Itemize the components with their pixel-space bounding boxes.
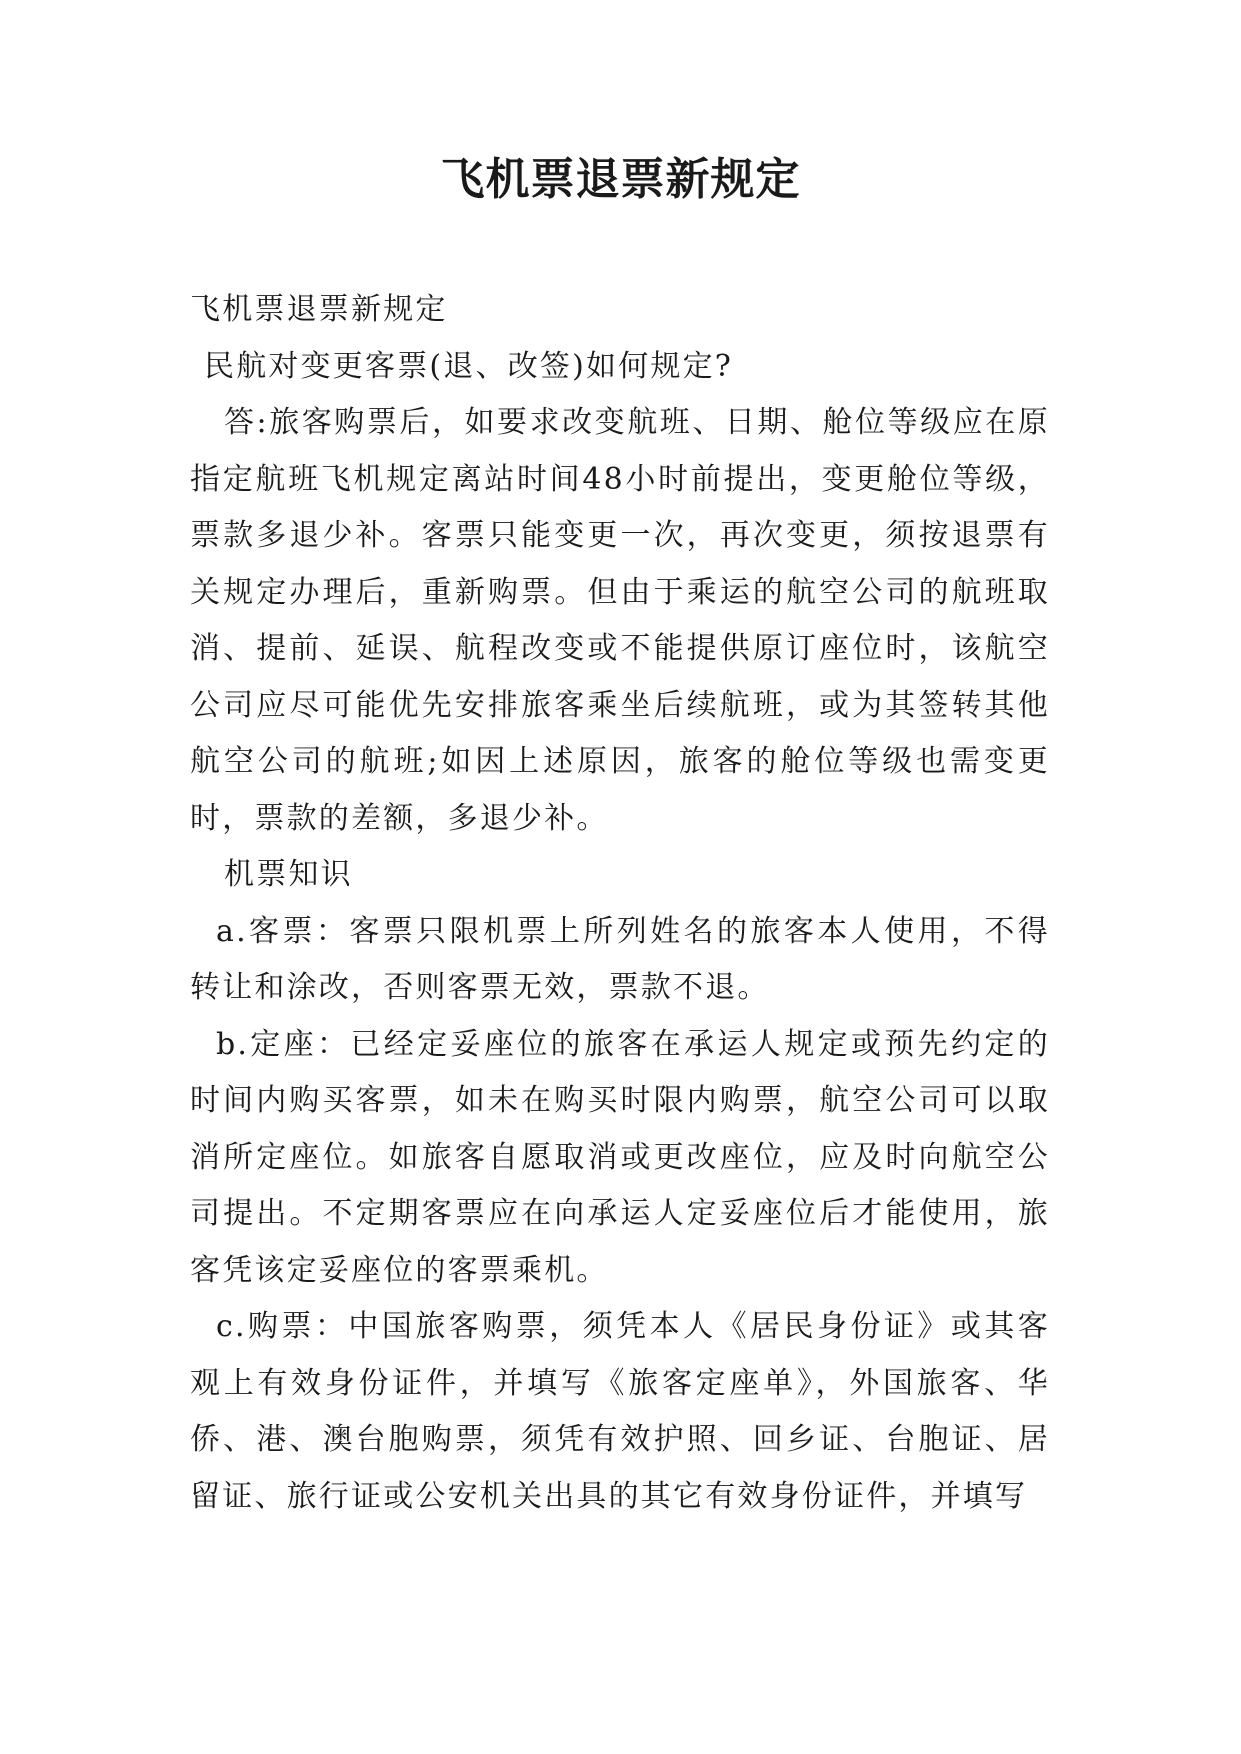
document-body <box>190 282 1050 1525</box>
document-title: 飞机票退票新规定 <box>440 154 801 205</box>
section-heading: 机票知识 <box>224 857 353 892</box>
answer-paragraph: 答:旅客购票后，如要求改变航班、日期、舱位等级应在原指定航班飞机规定离站时间48小时前提出，变更舱位等级，票款多退少补。客票只能变更一次，再次变更，须按退票有关规定办理后，重新购票。但由于乘运的航空公司的航班取消、提前、延误、航程改变或不能提供原订座位时，该航空公司应尽可能优先安排旅客乘坐后续航班，或为其签转其他航空公司的航班;如因上述原因，旅客的舱位等级也需变更时，票款的差额，多退少补。 <box>190 405 1050 836</box>
knowledge-item-a: a.客票：客票只限机票上所列姓名的旅客本人使用，不得转让和涂改，否则客票无效，票款不退。 <box>190 913 1050 1005</box>
knowledge-item-c: c.购票：中国旅客购票，须凭本人《居民身份证》或其客观上有效身份证件，并填写《旅客定座单》，外国旅客、华侨、港、澳台胞购票，须凭有效护照、回乡证、台胞证、居留证、旅行证或公安机关出具的其它有效身份证件，并填写 <box>190 1309 1050 1514</box>
body-heading: 飞机票退票新规定 <box>190 292 448 327</box>
question-paragraph: 民航对变更客票(退、改签)如何规定? <box>204 348 734 384</box>
knowledge-item-b: b.定座：已经定妥座位的旅客在承运人规定或预先约定的时间内购买客票，如未在购买时限内购票，航空公司可以取消所定座位。如旅客自愿取消或更改座位，应及时向航空公司提出。不定期客票应在向承运人定妥座位后才能使用，旅客凭该定妥座位的客票乘机。 <box>190 1026 1050 1288</box>
